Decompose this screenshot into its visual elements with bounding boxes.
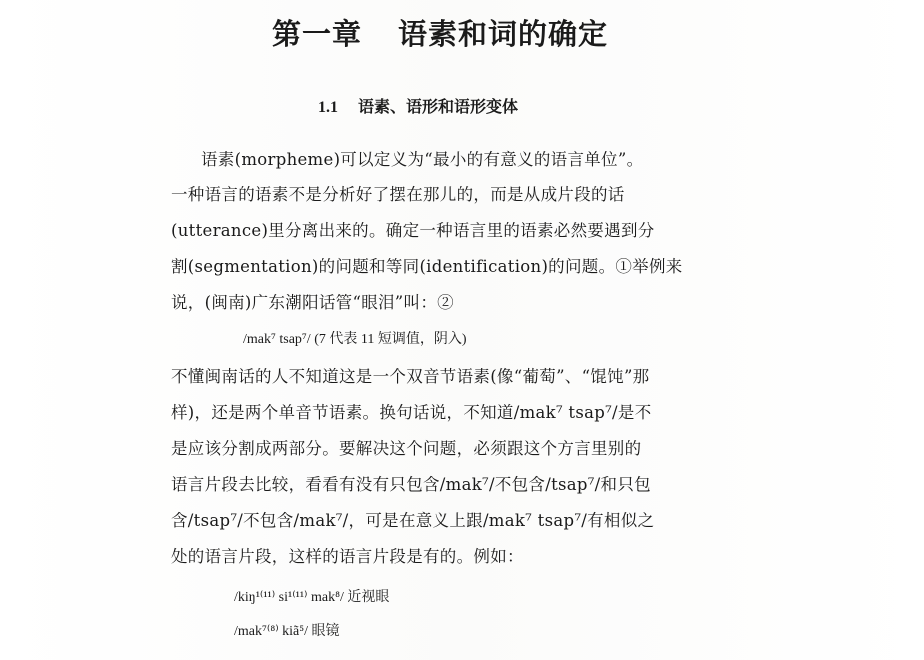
- text-line: 一种语言的语素不是分析好了摆在那儿的，而是从成片段的话: [171, 185, 625, 204]
- text-line: 是应该分割成两部分。要解决这个问题，必须跟这个方言里别的: [171, 439, 642, 458]
- text-line: 不懂闽南话的人不知道这是一个双音节语素(像“葡萄”、“馄饨”那: [171, 367, 650, 386]
- chapter-name: 语素和词的确定: [398, 17, 609, 51]
- text-line: 割(segmentation)的问题和等同(identification)的问题。①举例来: [171, 257, 683, 276]
- text-line: 样)，还是两个单音节语素。换句话说，不知道/mak⁷ tsap⁷/是不: [171, 403, 652, 422]
- section-title: [318, 96, 518, 119]
- text-line: (utterance)里分离出来的。确定一种语言里的语素必然要遇到分: [171, 221, 655, 240]
- text-line: 说，(闽南)广东潮阳话管“眼泪”叫：②: [171, 293, 454, 312]
- text-line: 含/tsap⁷/不包含/mak⁷/，可是在意义上跟/mak⁷ tsap⁷/有相似之: [171, 511, 655, 530]
- section-number: 1.1: [318, 99, 338, 116]
- example-transcription: /kiŋ¹⁽¹¹⁾ si¹⁽¹¹⁾ mak⁸/ 近视眼: [234, 590, 390, 605]
- text-line: 语素(morpheme)可以定义为“最小的有意义的语言单位”。: [201, 150, 644, 169]
- text-line: 处的语言片段，这样的语言片段是有的。例如：: [171, 547, 524, 566]
- text-line: 语言片段去比较，看看有没有只包含/mak⁷/不包含/tsap⁷/和只包: [171, 475, 651, 494]
- chapter-title: [272, 12, 608, 56]
- chapter-number: 第一章: [272, 17, 363, 51]
- example-transcription: /mak⁷ tsap⁷/ (7 代表 11 短调值，阴入): [243, 332, 467, 347]
- example-transcription: /mak⁷⁽⁸⁾ kiã⁵/ 眼镜: [234, 624, 340, 639]
- section-name: 语素、语形和语形变体: [358, 97, 519, 116]
